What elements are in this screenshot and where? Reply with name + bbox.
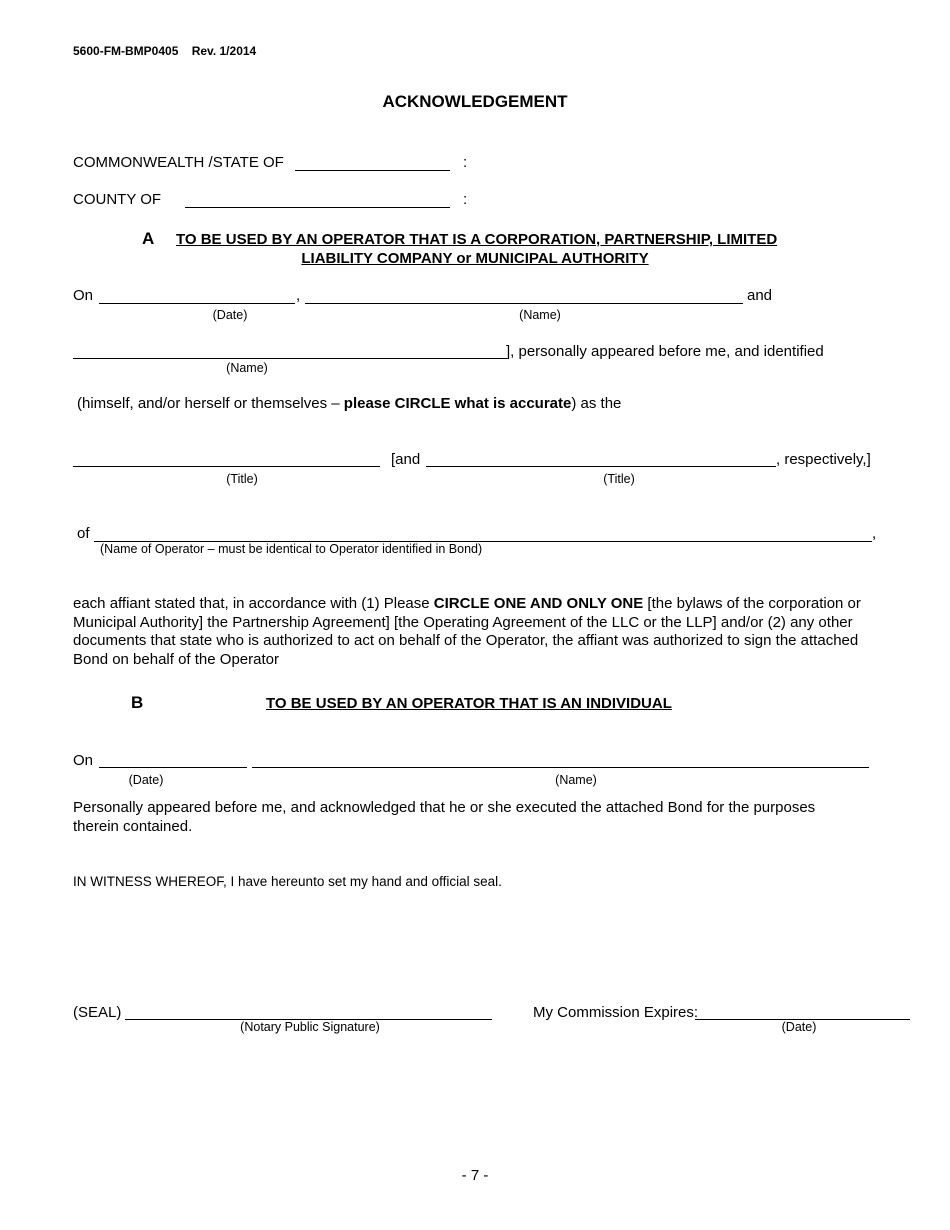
individual-paragraph: Personally appeared before me, and acknowledged that he or she executed the attached Bond for the purposes therein contained.: [73, 799, 816, 835]
page-number: - 7 -: [461, 1167, 489, 1184]
title-field-1[interactable]: [73, 466, 380, 467]
section-a-heading-1: TO BE USED BY AN OPERATOR THAT IS A CORPORATION, PARTNERSHIP, LIMITED: [176, 231, 778, 248]
date-comma: ,: [296, 287, 301, 304]
witness-statement: IN WITNESS WHEREOF, I have hereunto set my hand and official seal.: [73, 874, 502, 889]
name2-caption: (Name): [226, 361, 268, 375]
section-b-heading: TO BE USED BY AN OPERATOR THAT IS AN INDIVIDUAL: [266, 695, 672, 712]
county-field[interactable]: [185, 207, 450, 208]
date-caption-a: (Date): [212, 308, 248, 322]
circle-instruction: [77, 395, 621, 412]
date-caption-b: (Date): [128, 773, 164, 787]
name-field-a[interactable]: [305, 303, 743, 304]
respectively: , respectively,]: [776, 451, 871, 468]
appeared-text: ], personally appeared before me, and identified: [506, 343, 824, 360]
revision: Rev. 1/2014: [191, 44, 257, 58]
title-field-2[interactable]: [426, 466, 776, 467]
name2-field-a[interactable]: [73, 358, 507, 359]
and-label: and: [747, 287, 773, 304]
name-caption-a: (Name): [519, 308, 561, 322]
circle-post: ) as the: [571, 395, 622, 412]
date-field-a[interactable]: [99, 303, 295, 304]
and-bracket: [and: [391, 451, 421, 468]
affiant-paragraph: [73, 595, 883, 669]
on-label-b: On: [73, 752, 94, 769]
operator-caption: (Name of Operator – must be identical to Operator identified in Bond): [100, 542, 483, 556]
county-label: COUNTY OF: [73, 191, 162, 208]
notary-caption: (Notary Public Signature): [240, 1020, 380, 1034]
county-colon: :: [463, 191, 468, 208]
on-label-a: On: [73, 287, 94, 304]
of-label: of: [77, 525, 90, 542]
state-colon: :: [463, 154, 468, 171]
of-comma: ,: [872, 525, 877, 542]
form-number: [73, 44, 256, 58]
state-field[interactable]: [295, 170, 450, 171]
page-title: ACKNOWLEDGEMENT: [382, 92, 568, 111]
seal-label: (SEAL): [73, 1004, 122, 1021]
section-a-heading-2: LIABILITY COMPANY or MUNICIPAL AUTHORITY: [301, 250, 649, 267]
form-id: 5600-FM-BMP0405: [73, 44, 179, 58]
commission-label: My Commission Expires:: [533, 1004, 699, 1021]
date-field-b[interactable]: [99, 767, 247, 768]
state-label: COMMONWEALTH /STATE OF: [73, 154, 284, 171]
section-a-letter: A: [142, 229, 155, 248]
para-post: [the bylaws of the corporation or Municipal Authority] the Partnership Agreement] [the Operating Agreement of the LLC or the LLP] and/or (2) any other documents that state who is authorized to act on behalf of the Operator, the affiant was authorized to sign the attached Bond on behalf of the Operator: [73, 595, 861, 668]
para-pre: each affiant stated that, in accordance with (1) Please: [73, 595, 434, 612]
title-caption-1: (Title): [226, 472, 258, 486]
title-caption-2: (Title): [603, 472, 635, 486]
section-b-letter: B: [131, 693, 144, 712]
circle-pre: (himself, and/or herself or themselves –: [77, 395, 344, 412]
circle-bold: please CIRCLE what is accurate: [343, 395, 572, 412]
name-field-b[interactable]: [252, 767, 869, 768]
commission-date-caption: (Date): [781, 1020, 817, 1034]
para-bold: CIRCLE ONE AND ONLY ONE: [433, 595, 644, 612]
name-caption-b: (Name): [555, 773, 597, 787]
